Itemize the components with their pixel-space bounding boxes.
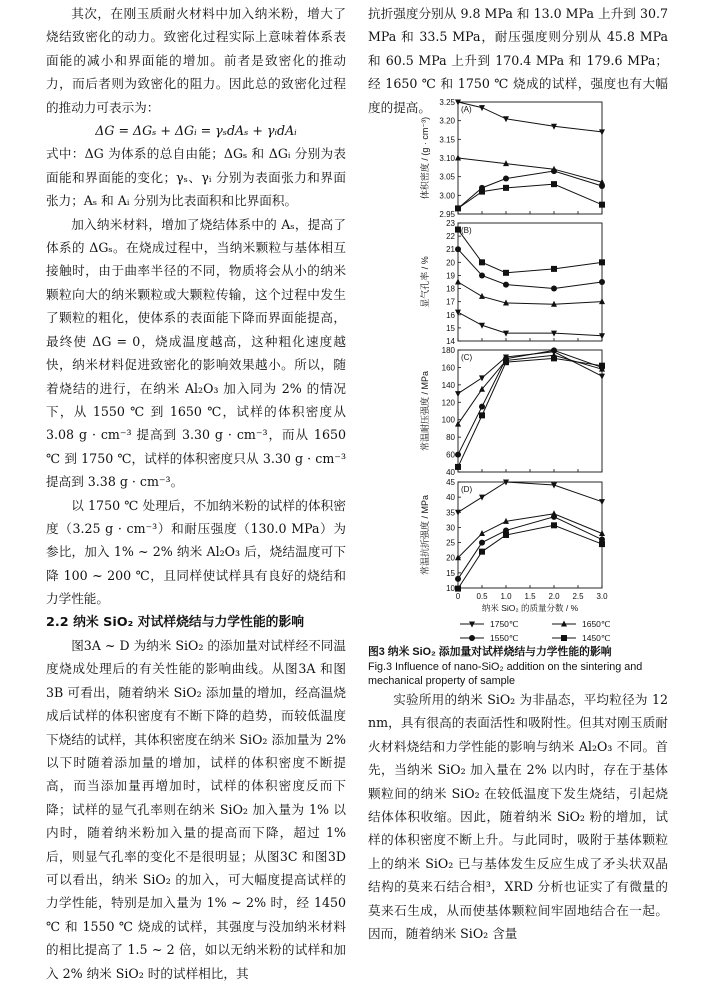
data-point: [599, 374, 605, 380]
equation: ΔG = ΔGₛ + ΔGᵢ = γₛdAₛ + γᵢdAᵢ: [95, 123, 297, 139]
data-point: [455, 452, 461, 458]
paragraph: 其次，在刚玉质耐火材料中加入纳米粉，增大了烧结致密化的动力。致密化过程实际上意味着体系表面能的减小和界面能的增加。前者是致密化的推动力，而后者则为致密化的阻力。因此总的致密化过程的推动力可表示为：: [46, 6, 346, 115]
series-line: [458, 158, 602, 182]
x-tick-label: 2.5: [572, 592, 584, 601]
y-tick-label: 180: [441, 346, 455, 355]
y-tick-label: 100: [441, 415, 455, 425]
data-point: [599, 298, 605, 304]
data-point: [551, 355, 557, 361]
legend-label: 1450℃: [582, 633, 611, 643]
y-tick-label: 3.10: [439, 154, 455, 163]
legend-label: 1550℃: [490, 633, 519, 643]
data-point: [503, 176, 509, 182]
y-tick-label: 40: [446, 493, 455, 503]
data-point: [455, 205, 461, 211]
data-point: [503, 532, 509, 538]
x-tick-label: 2.0: [548, 592, 560, 601]
y-tick-label: 15: [446, 568, 455, 578]
figure-3-chart: [370, 92, 670, 652]
series-line: [458, 350, 602, 454]
legend-marker: [469, 635, 475, 641]
y-tick-label: 22: [446, 232, 455, 242]
data-point: [479, 272, 485, 278]
paragraph: 以 1750 ℃ 处理后，不加纳米粉的试样的体积密度（3.25 g · cm⁻³）和耐压强度（130.0 MPa）为参比，加入 1% ~ 2% 纳米 Al₂O₃ 后，烧结温度可下降 100 ~ 200 ℃，且同样使试样具有良好的烧结和力学性能。: [46, 497, 346, 607]
series-line: [458, 102, 602, 132]
y-tick-label: 21: [446, 245, 455, 255]
y-tick-label: 25: [446, 538, 455, 548]
y-tick-label: 14: [446, 337, 455, 346]
series-line: [458, 249, 602, 288]
data-point: [479, 412, 485, 418]
y-tick-label: 17: [446, 297, 455, 307]
panel-label: (C): [461, 353, 473, 362]
y-axis-label: 显气孔率 / %: [420, 256, 430, 308]
data-point: [455, 510, 461, 516]
y-tick-label: 60: [446, 450, 455, 460]
data-point: [503, 282, 509, 288]
panel-label: (D): [461, 485, 473, 494]
right-column-bottom: [368, 688, 668, 945]
data-point: [551, 286, 557, 292]
y-tick-label: 3.20: [439, 116, 455, 126]
paragraph: 图3A ~ D 为纳米 SiO₂ 的添加量对试样经不同温度烧成处理后的有关性能的影响曲线。从图3A 和图3B 可看出，随着纳米 SiO₂ 添加量的增加，经高温烧成后试样的体积密度有不断下降的趋势，而较低温度下烧结的试样，其体积密度在纳米 SiO₂ 添加量为 2% 以下时随着添加量的增加，试样的体积密度不断提高，而当添加量再增加时，试样的体积密度反而下降；试样的显气孔率则在纳米 SiO₂ 加入量为 1% 以内时，随着纳米粉加入量的提高而下降，超过 1% 后，则显气孔率的变化不是很明显；从图3C 和图3D 可以看出，纳米 SiO₂ 的加入，可大幅度提高试样的力学性能，特别是加入量为 1% ~ 2% 时，经 1450 ℃ 和 1550 ℃ 烧成的试样，其强度与没加纳米材料的相比提高了 1.5 ~ 2 倍，如以无纳米粉的试样和加入 2% 纳米 SiO₂ 时的试样相比，其: [46, 637, 346, 981]
y-tick-label: 20: [446, 553, 455, 563]
data-point: [551, 168, 557, 174]
y-tick-label: 120: [441, 398, 455, 408]
data-point: [599, 202, 605, 208]
panel-label: (A): [461, 105, 472, 114]
legend-label: 1650℃: [582, 619, 611, 629]
y-tick-label: 80: [446, 433, 455, 443]
y-tick-label: 140: [441, 380, 455, 390]
y-axis-label: 体积密度 / (g · cm⁻³): [420, 116, 430, 200]
paragraph: 式中：ΔG 为体系的总自由能；ΔGₛ 和 ΔGᵢ 分别为表面能和界面能的变化；γₛ、γᵢ 分别为表面张力和界面张力；Aₛ 和 Aᵢ 分别为比表面积和比界面积。: [46, 146, 346, 209]
data-point: [455, 227, 461, 233]
y-axis-label: 常温耐压强度 / MPa: [420, 370, 430, 452]
data-point: [599, 499, 605, 505]
y-tick-label: 45: [446, 478, 455, 487]
y-tick-label: 2.95: [439, 210, 455, 219]
y-tick-label: 35: [446, 508, 455, 518]
data-point: [455, 586, 461, 592]
data-point: [503, 359, 509, 365]
series-line: [458, 517, 602, 579]
y-tick-label: 40: [446, 468, 455, 477]
data-point: [479, 549, 485, 555]
y-tick-label: 3.05: [439, 172, 455, 182]
series-line: [458, 482, 602, 512]
panel-label: (B): [461, 226, 472, 235]
y-tick-label: 19: [446, 271, 455, 281]
data-point: [551, 266, 557, 272]
y-tick-label: 16: [446, 310, 455, 320]
y-tick-label: 3.25: [439, 98, 455, 107]
data-point: [599, 279, 605, 285]
legend-marker: [561, 635, 567, 641]
paragraph: 抗折强度分别从 9.8 MPa 和 13.0 MPa 上升到 30.7 MPa 和 33.5 MPa，耐压强度则分别从 45.8 MPa 和 60.5 MPa 上升到 170.4 MPa 和 179.6 MPa；经 1650 ℃ 和 1750 ℃ 烧成的试样，强度也有大幅度的提高。: [368, 6, 668, 115]
data-point: [455, 391, 461, 397]
data-point: [599, 183, 605, 189]
data-point: [455, 155, 461, 161]
x-tick-label: 1.5: [524, 592, 536, 601]
data-point: [503, 270, 509, 276]
x-tick-label: 1.0: [500, 592, 512, 601]
data-point: [479, 293, 485, 299]
y-tick-label: 3.00: [439, 191, 455, 201]
data-point: [479, 540, 485, 546]
data-point: [599, 333, 605, 339]
paragraph: 实验所用的纳米 SiO₂ 为非晶态，平均粒径为 12 nm，具有很高的表面活性和吸附性。但其对刚玉质耐火材料烧结和力学性能的影响与纳米 Al₂O₃ 不同。首先，当纳米 SiO₂ 加入量在 2% 以内时，存在于基体颗粒间的纳米 SiO₂ 在较低温度下发生烧结，引起烧结体体积收缩。因此，随着纳米 SiO₂ 粉的增加，试样的体积密度不断上升。与此同时，吸附于基体颗粒上的纳米 SiO₂ 已与基体发生反应生成了矛头状双晶结构的莫来石结合相³，XRD 分析也证实了有微量的莫来石生成，从而使基体颗粒间牢固地结合在一起。因而，随着纳米 SiO₂ 含量: [368, 692, 668, 942]
paragraph: 加入纳米材料，增加了烧结体系中的 Aₛ，提高了体系的 ΔGₛ。在烧成过程中，当纳米颗粒与基体相互接触时，由于曲率半径的不同，物质将会从小的纳米颗粒向大的纳米颗粒或大颗粒传输，这个过程中发生了颗粒的粗化，使体系的表面能下降而界面能提高，最终使 ΔG = 0，烧成温度越高，这种粗化速度越快，纳米材料促进致密化的影响效果越小。所以，随着烧结的进行，在纳米 Al₂O₃ 加入同为 2% 的情况下，从 1550 ℃ 到 1650 ℃，试样的体积密度从 3.08 g · cm⁻³ 提高到 3.30 g · cm⁻³，而从 1650 ℃ 到 1750 ℃，试样的体积密度只从 3.30 g · cm⁻³ 提高到 3.38 g · cm⁻³。: [46, 216, 346, 490]
data-point: [503, 185, 509, 191]
data-point: [479, 189, 485, 195]
panel-frame: [458, 102, 602, 214]
y-tick-label: 15: [446, 323, 455, 333]
data-point: [479, 259, 485, 265]
data-point: [599, 259, 605, 265]
y-axis-label: 常温抗折强度 / MPa: [420, 494, 430, 576]
y-tick-label: 30: [446, 523, 455, 533]
data-point: [551, 347, 557, 353]
figure-caption-en: Fig.3 Influence of nano-SiO₂ addition on the sintering and mechanical property of sample: [368, 661, 643, 687]
series-line: [458, 230, 602, 273]
data-point: [599, 541, 605, 547]
x-axis-label: 纳米 SiO₂ 的质量分数 / %: [481, 603, 579, 613]
x-tick-label: 3.0: [596, 592, 608, 601]
y-tick-label: 10: [446, 584, 455, 593]
y-tick-label: 23: [446, 219, 455, 228]
left-column: [46, 2, 346, 985]
figure-caption-zh: 图3 纳米 SiO₂ 添加量对试样烧结与力学性能的影响: [368, 646, 612, 658]
data-point: [455, 246, 461, 252]
x-tick-label: 0: [455, 592, 461, 601]
data-point: [455, 464, 461, 470]
data-point: [479, 375, 485, 381]
data-point: [455, 576, 461, 582]
data-point: [599, 363, 605, 369]
data-point: [551, 514, 557, 520]
data-point: [551, 181, 557, 187]
data-point: [455, 279, 461, 285]
x-tick-label: 0.5: [476, 592, 488, 601]
legend-label: 1750℃: [490, 619, 519, 629]
data-point: [551, 522, 557, 528]
y-tick-label: 160: [441, 363, 455, 373]
data-point: [479, 404, 485, 410]
section-heading: 2.2 纳米 SiO₂ 对试样烧结与力学性能的影响: [46, 614, 305, 630]
y-tick-label: 20: [446, 258, 455, 268]
y-tick-label: 3.15: [439, 135, 455, 145]
data-point: [479, 495, 485, 501]
data-point: [599, 129, 605, 135]
y-tick-label: 18: [446, 284, 455, 294]
